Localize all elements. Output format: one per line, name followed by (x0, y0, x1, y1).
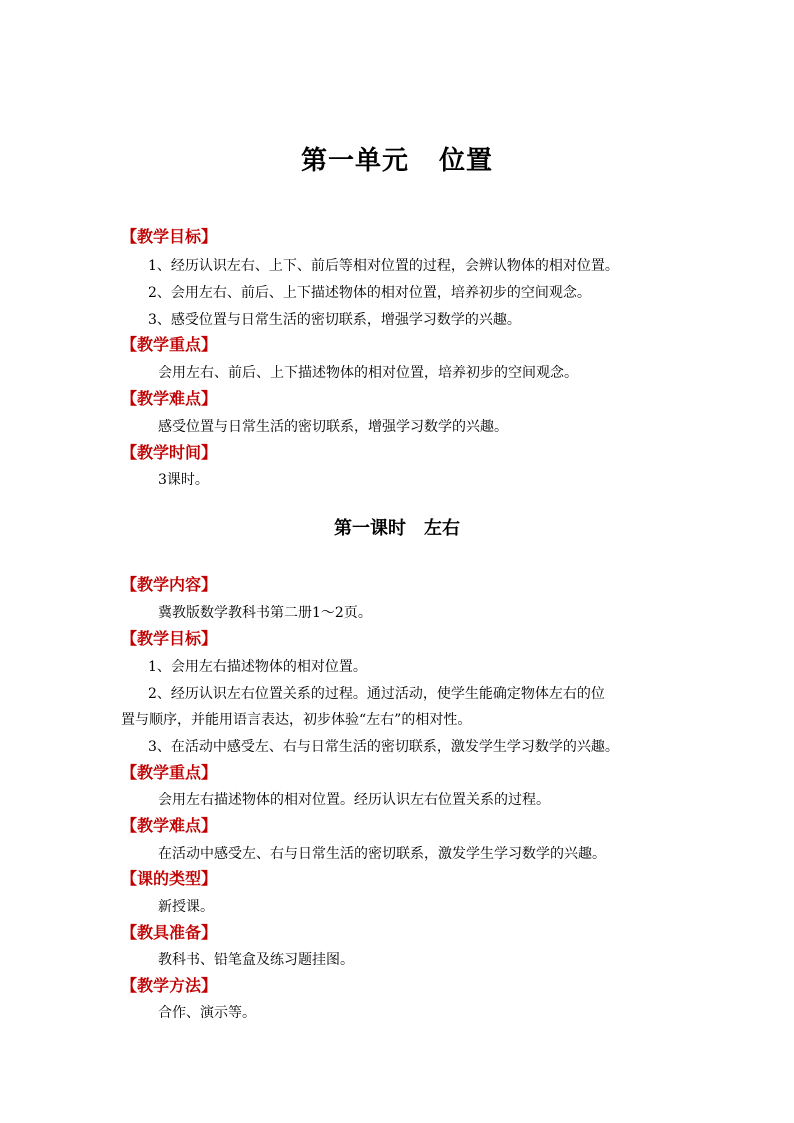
difficulties-text: 感受位置与日常生活的密切联系，增强学习数学的兴趣。 (158, 419, 508, 435)
goal-item-2: 2、会用左右、前后、上下描述物体的相对位置，培养初步的空间观念。 (148, 285, 591, 301)
section-heading-teaching-tools: 【教具准备】 (121, 923, 218, 942)
teaching-content-text: 冀教版数学教科书第二册1～2页。 (158, 605, 372, 621)
lesson-subject: 左右 (424, 518, 460, 539)
teaching-method-text: 合作、演示等。 (158, 1005, 256, 1021)
section-heading-teaching-content: 【教学内容】 (121, 575, 218, 594)
section-heading-lesson-key-points: 【教学重点】 (121, 763, 218, 782)
goal-item-3: 3、感受位置与日常生活的密切联系，增强学习数学的兴趣。 (148, 312, 521, 328)
section-heading-teaching-method: 【教学方法】 (121, 976, 218, 995)
lesson-title (0, 514, 794, 540)
lesson-number: 第一课时 (334, 518, 406, 539)
teaching-time-text: 3课时。 (158, 472, 209, 488)
lesson-type-text: 新授课。 (158, 899, 214, 915)
unit-number: 第一单元 (300, 146, 409, 176)
unit-subject: 位置 (439, 146, 494, 176)
lesson-goal-3: 3、在活动中感受左、右与日常生活的密切联系，激发学生学习数学的兴趣。 (148, 739, 619, 755)
lesson-difficulties-text: 在活动中感受左、右与日常生活的密切联系，激发学生学习数学的兴趣。 (158, 846, 606, 862)
section-heading-difficulties: 【教学难点】 (121, 389, 218, 408)
section-heading-teaching-goals: 【教学目标】 (121, 227, 218, 246)
lesson-goal-2-line-1: 2、经历认识左右位置关系的过程。通过活动，使学生能确定物体左右的位 (148, 686, 605, 702)
section-heading-lesson-goals: 【教学目标】 (121, 629, 218, 648)
lesson-goal-2-line-2: 置与顺序，并能用语言表达，初步体验“左右”的相对性。 (121, 712, 472, 728)
goal-item-1: 1、经历认识左右、上下、前后等相对位置的过程，会辨认物体的相对位置。 (148, 258, 619, 274)
section-heading-lesson-type: 【课的类型】 (121, 869, 218, 888)
unit-title (0, 140, 794, 177)
lesson-key-points-text: 会用左右描述物体的相对位置。经历认识左右位置关系的过程。 (158, 792, 550, 808)
section-heading-teaching-time: 【教学时间】 (121, 443, 218, 462)
teaching-tools-text: 教科书、铅笔盒及练习题挂图。 (158, 952, 354, 968)
lesson-goal-1: 1、会用左右描述物体的相对位置。 (148, 659, 367, 675)
section-heading-lesson-difficulties: 【教学难点】 (121, 816, 218, 835)
section-heading-key-points: 【教学重点】 (121, 335, 218, 354)
key-points-text: 会用左右、前后、上下描述物体的相对位置，培养初步的空间观念。 (158, 365, 578, 381)
